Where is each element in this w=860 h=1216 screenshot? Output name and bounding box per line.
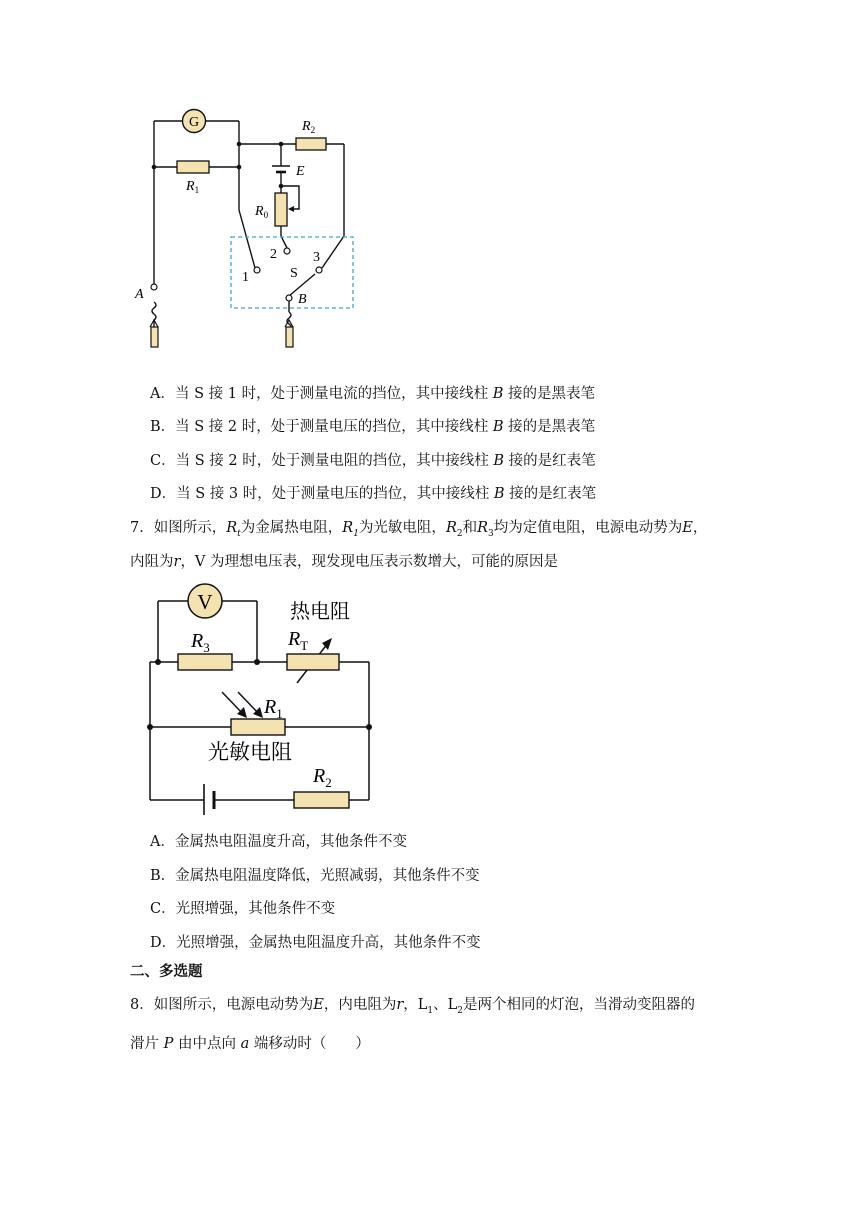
section-heading: 二、多选题 [130, 964, 203, 980]
r2-label: $R_2$ [302, 119, 316, 135]
contact-2-label: 2 [270, 247, 277, 262]
multimeter-circuit-diagram [125, 100, 365, 370]
q8-stem-line1: 8．如图所示，电源电动势为E，内电阻为r，$L_1$、$L_2$是两个相同的灯泡，当滑动变阻器的 [130, 997, 696, 1016]
voltmeter-label: V [197, 590, 213, 614]
r1-photoresistor [231, 719, 285, 735]
emf-label: E [296, 164, 305, 179]
q7-option-c: C．光照增强，其他条件不变 [150, 901, 336, 917]
r0-label: $R_0$ [255, 204, 269, 220]
q6-option-a: A．当 S 接 1 时，处于测量电流的挡位，其中接线柱 B 接的是黑表笔 [150, 386, 595, 402]
contact-3-label: 3 [313, 250, 320, 265]
q6-option-c: C．当 S 接 2 时，处于测量电阻的挡位，其中接线柱 B 接的是红表笔 [150, 453, 596, 469]
switch-label: S [290, 266, 298, 281]
q8-stem-line2: 滑片 P 由中点向 a 端移动时（ ） [130, 1036, 370, 1052]
terminal-a-label: A [135, 287, 144, 302]
q7-option-b: B．金属热电阻温度降低，光照减弱，其他条件不变 [150, 868, 480, 884]
q6-option-b: B．当 S 接 2 时，处于测量电压的挡位，其中接线柱 B 接的是黑表笔 [150, 419, 596, 435]
probe-a-handle [151, 327, 158, 347]
r1-label: $R_1$ [186, 179, 200, 195]
photoresistor-caption: 光敏电阻 [208, 740, 292, 764]
contact-b [286, 295, 292, 301]
contact-1-label: 1 [242, 270, 249, 285]
r3-resistor [178, 654, 232, 670]
q7-stem-line1: 7．如图所示，$R_t$为金属热电阻，$R_1$为光敏电阻，$R_2$和$R_3$均为定值电阻，电源电动势为E， [130, 520, 708, 539]
rheostat-arrow-icon [288, 206, 294, 212]
rt-label: $R_T$ [288, 628, 309, 653]
r2-resistor [296, 138, 326, 150]
terminal-a [151, 284, 157, 290]
q7-stem-line2: 内阻为r，V 为理想电压表，现发现电压表示数增大，可能的原因是 [130, 554, 559, 570]
terminal-b-label: B [298, 292, 307, 307]
contact-2 [284, 248, 290, 254]
r1-label: $R_1$ [264, 696, 283, 721]
rt-thermistor [287, 654, 339, 670]
r2-resistor [294, 792, 349, 808]
r0-rheostat [275, 193, 287, 226]
contact-3 [316, 267, 322, 273]
galvanometer-label: G [188, 115, 200, 130]
contact-1 [254, 267, 260, 273]
probe-b-handle [286, 327, 293, 347]
r3-label: $R_3$ [191, 630, 210, 655]
q7-option-d: D．光照增强，金属热电阻温度升高，其他条件不变 [150, 935, 481, 951]
q7-option-a: A．金属热电阻温度升高，其他条件不变 [150, 834, 407, 850]
r1-resistor [177, 161, 209, 173]
q6-option-d: D．当 S 接 3 时，处于测量电压的挡位，其中接线柱 B 接的是红表笔 [150, 486, 597, 502]
thermistor-caption: 热电阻 [290, 601, 350, 623]
r2-label: $R_2$ [313, 765, 332, 790]
thermistor-circuit-diagram [140, 580, 380, 815]
